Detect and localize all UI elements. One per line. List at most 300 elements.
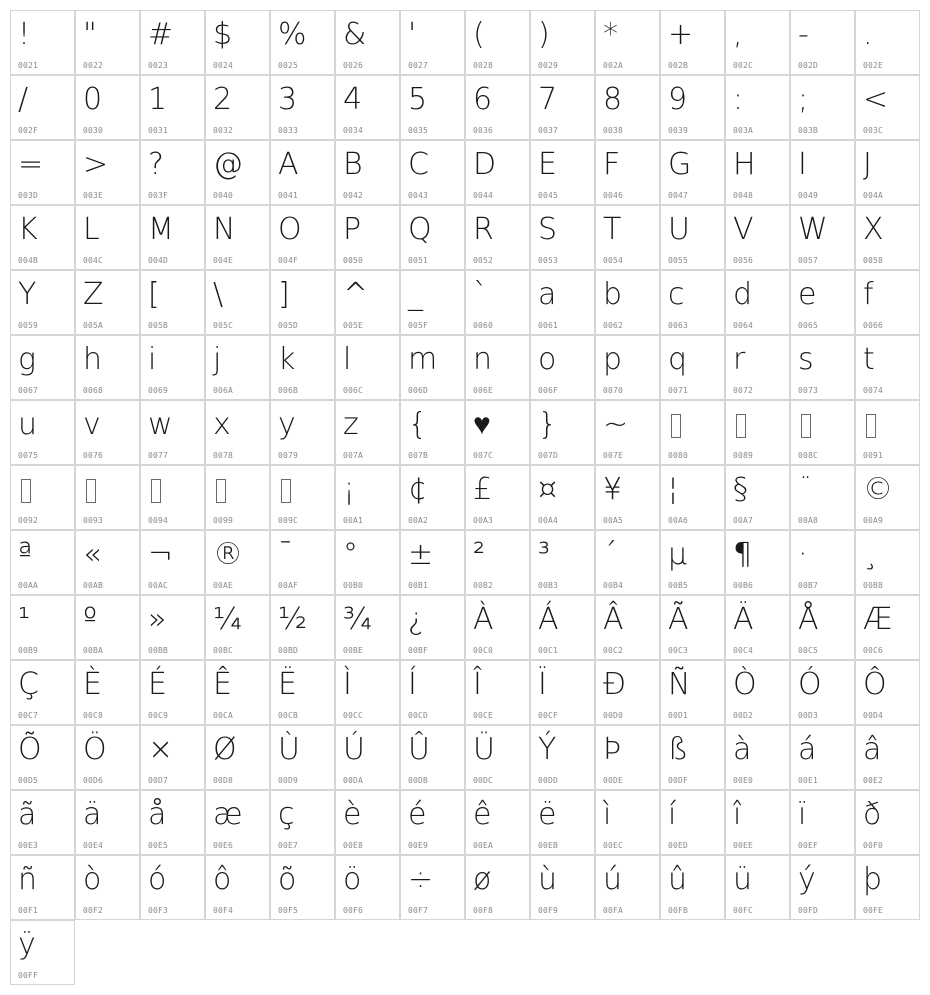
glyph-cell [205,75,270,140]
glyph-char: ( [473,17,484,52]
glyph-char: < [863,82,888,117]
glyph-cell [465,725,530,790]
glyph-char: A [278,147,298,182]
glyph-codepoint: 0039 [668,126,689,135]
glyph-cell [400,335,465,400]
glyph-cell [465,855,530,920]
glyph-cell [140,660,205,725]
glyph-cell [205,270,270,335]
glyph-cell [75,75,140,140]
glyph-char: û [668,862,687,897]
glyph-char: þ [863,862,882,897]
glyph-cell [595,595,660,660]
glyph-codepoint: 0037 [538,126,559,135]
glyph-cell [400,205,465,270]
glyph-char: · [798,537,807,572]
glyph-codepoint: 0030 [83,126,104,135]
glyph-char: Ç [18,667,38,702]
glyph-char: Ù [278,732,299,767]
glyph-char: Ú [343,732,364,767]
glyph-cell [205,595,270,660]
glyph-codepoint: 00DB [408,776,429,785]
glyph-codepoint: 00D2 [733,711,754,720]
glyph-codepoint: 00ED [668,841,689,850]
glyph-cell [530,530,595,595]
glyph-char: ) [538,17,549,52]
glyph-cell [140,270,205,335]
glyph-codepoint: 00A1 [343,516,364,525]
glyph-char: Z [83,277,103,312]
glyph-char: 4 [343,82,362,117]
missing-glyph-box [151,479,161,503]
glyph-codepoint: 00B5 [668,581,689,590]
glyph-char: ö [343,862,361,897]
glyph-char: Ã [668,602,688,637]
glyph-codepoint: 007A [343,451,364,460]
glyph-char: e [798,277,816,312]
glyph-cell [465,270,530,335]
glyph-cell [725,530,790,595]
glyph-cell [75,725,140,790]
glyph-char: ¶ [733,537,752,572]
glyph-char: G [668,147,691,182]
glyph-cell [595,660,660,725]
glyph-char: î [733,797,741,832]
glyph-codepoint: 0052 [473,256,494,265]
glyph-char: á [798,732,816,767]
glyph-char: ë [538,797,556,832]
glyph-char: ú [603,862,622,897]
glyph-cell [335,270,400,335]
glyph-cell [790,140,855,205]
glyph-cell [75,10,140,75]
glyph-char: ¬ [148,537,173,572]
glyph-codepoint: 00F3 [148,906,169,915]
glyph-cell [75,465,140,530]
glyph-codepoint: 00FC [733,906,754,915]
glyph-codepoint: 00F6 [343,906,364,915]
glyph-codepoint: 00EA [473,841,494,850]
glyph-codepoint: 003B [798,126,819,135]
glyph-codepoint: 003F [148,191,169,200]
glyph-codepoint: 00E2 [863,776,884,785]
glyph-codepoint: 00BD [278,646,299,655]
glyph-cell [855,335,920,400]
glyph-cell [790,790,855,855]
glyph-codepoint: 0059 [18,321,39,330]
glyph-cell [530,660,595,725]
glyph-cell [595,855,660,920]
glyph-codepoint: 00FD [798,906,819,915]
glyph-codepoint: 00E6 [213,841,234,850]
glyph-char: K [18,212,37,247]
glyph-cell [140,465,205,530]
glyph-cell [10,725,75,790]
glyph-cell [400,140,465,205]
glyph-cell [595,270,660,335]
glyph-codepoint: 0024 [213,61,234,70]
glyph-codepoint: 002F [18,126,39,135]
glyph-codepoint: 00C5 [798,646,819,655]
glyph-cell [335,530,400,595]
glyph-char: ý [798,862,815,897]
glyph-codepoint: 005B [148,321,169,330]
glyph-char: À [473,602,493,637]
glyph-codepoint: 0057 [798,256,819,265]
glyph-cell [75,400,140,465]
glyph-codepoint: 0058 [863,256,884,265]
glyph-cell [205,790,270,855]
glyph-cell [400,595,465,660]
glyph-cell [335,335,400,400]
glyph-char: _ [408,277,422,312]
glyph-codepoint: 00B3 [538,581,559,590]
glyph-codepoint: 0079 [278,451,299,460]
glyph-cell [530,790,595,855]
glyph-codepoint: 00BE [343,646,364,655]
glyph-cell [595,530,660,595]
glyph-codepoint: 00B9 [18,646,39,655]
glyph-char: Ì [343,667,351,702]
glyph-char: ® [213,537,242,572]
glyph-cell [335,790,400,855]
glyph-codepoint: 00A7 [733,516,754,525]
glyph-codepoint: 00D9 [278,776,299,785]
glyph-char: ô [213,862,231,897]
glyph-codepoint: 00D0 [603,711,624,720]
glyph-char: a [538,277,556,312]
glyph-char: ° [343,537,357,572]
glyph-cell [205,725,270,790]
glyph-cell [725,465,790,530]
glyph-char: ü [733,862,752,897]
glyph-cell [75,660,140,725]
glyph-char: õ [278,862,296,897]
glyph-codepoint: 0064 [733,321,754,330]
glyph-char: » [148,602,166,637]
glyph-cell [855,75,920,140]
glyph-codepoint: 0066 [863,321,884,330]
glyph-char: Â [603,602,623,637]
glyph-char: & [343,17,366,52]
glyph-char: b [603,277,622,312]
glyph-char: j [213,342,221,377]
glyph-codepoint: 007E [603,451,624,460]
glyph-codepoint: 00F9 [538,906,559,915]
glyph-codepoint: 00F5 [278,906,299,915]
glyph-codepoint: 007C [473,451,494,460]
glyph-cell [400,660,465,725]
glyph-codepoint: 006D [408,386,429,395]
glyph-cell [790,335,855,400]
glyph-codepoint: 00EB [538,841,559,850]
glyph-codepoint: 00A4 [538,516,559,525]
glyph-cell [595,400,660,465]
glyph-codepoint: 0051 [408,256,429,265]
glyph-codepoint: 003E [83,191,104,200]
glyph-codepoint: 0046 [603,191,624,200]
glyph-char: ¨ [798,472,812,507]
glyph-char: ½ [278,602,307,637]
glyph-char: 7 [538,82,557,117]
glyph-codepoint: 00C9 [148,711,169,720]
glyph-cell [270,595,335,660]
glyph-char: S [538,212,557,247]
glyph-char: H [733,147,755,182]
glyph-codepoint: 009C [278,516,299,525]
glyph-char: ¼ [213,602,242,637]
glyph-cell [400,10,465,75]
missing-glyph-box [281,479,291,503]
glyph-codepoint: 00B6 [733,581,754,590]
glyph-codepoint: 00FF [18,971,39,980]
glyph-cell [530,725,595,790]
glyph-cell [660,465,725,530]
glyph-cell [140,335,205,400]
glyph-cell [270,725,335,790]
missing-glyph-box [866,414,876,438]
glyph-char: 3 [278,82,297,117]
glyph-char: B [343,147,362,182]
glyph-cell [10,400,75,465]
glyph-codepoint: 0050 [343,256,364,265]
glyph-cell [140,530,205,595]
glyph-cell [335,140,400,205]
glyph-codepoint: 007D [538,451,559,460]
glyph-cell [335,75,400,140]
glyph-codepoint: 00DF [668,776,689,785]
glyph-char: Þ [603,732,621,767]
glyph-codepoint: 00D1 [668,711,689,720]
glyph-cell [790,270,855,335]
glyph-cell [790,530,855,595]
glyph-cell [140,725,205,790]
glyph-cell [855,140,920,205]
glyph-char: O [278,212,301,247]
glyph-cell [335,10,400,75]
glyph-char: ; [798,82,808,117]
glyph-codepoint: 00AB [83,581,104,590]
glyph-codepoint: 00C1 [538,646,559,655]
glyph-cell [75,270,140,335]
glyph-cell [270,205,335,270]
glyph-cell [725,855,790,920]
glyph-cell [465,140,530,205]
glyph-cell [270,10,335,75]
glyph-codepoint: 00AF [278,581,299,590]
glyph-cell [855,790,920,855]
glyph-codepoint: 0022 [83,61,104,70]
glyph-codepoint: 005A [83,321,104,330]
glyph-char: 8 [603,82,622,117]
glyph-cell [725,725,790,790]
glyph-codepoint: 0036 [473,126,494,135]
glyph-char: J [863,147,871,182]
glyph-codepoint: 0041 [278,191,299,200]
glyph-cell [400,270,465,335]
glyph-char: ç [278,797,294,832]
glyph-cell [725,270,790,335]
glyph-char: ^ [343,277,368,312]
glyph-char: x [213,407,230,442]
glyph-codepoint: 00A9 [863,516,884,525]
glyph-cell [10,530,75,595]
glyph-codepoint: 0093 [83,516,104,525]
glyph-char: ø [473,862,491,897]
glyph-cell [660,75,725,140]
glyph-codepoint: 00E3 [18,841,39,850]
glyph-char: ¤ [538,472,557,507]
glyph-codepoint: 00D7 [148,776,169,785]
glyph-cell [725,140,790,205]
glyph-cell [140,595,205,660]
glyph-char: Ø [213,732,236,767]
glyph-cell [205,660,270,725]
missing-glyph-box [671,414,681,438]
glyph-codepoint: 0073 [798,386,819,395]
glyph-char: f [863,277,873,312]
glyph-codepoint: 00E5 [148,841,169,850]
glyph-codepoint: 0072 [733,386,754,395]
glyph-cell [140,790,205,855]
glyph-codepoint: 00FB [668,906,689,915]
glyph-codepoint: 0080 [668,451,689,460]
glyph-char: + [668,17,693,52]
glyph-codepoint: 00CC [343,711,364,720]
glyph-codepoint: 002B [668,61,689,70]
glyph-codepoint: 0061 [538,321,559,330]
glyph-cell [465,595,530,660]
glyph-codepoint: 007B [408,451,429,460]
glyph-cell [75,140,140,205]
glyph-char: Û [408,732,429,767]
glyph-char: # [148,17,173,52]
glyph-char: ♥ [473,407,490,442]
glyph-char: { [408,407,427,442]
glyph-char: ] [278,277,289,312]
glyph-cell [725,75,790,140]
glyph-char: R [473,212,493,247]
glyph-codepoint: 00F1 [18,906,39,915]
glyph-codepoint: 0091 [863,451,884,460]
glyph-char: - [798,17,808,52]
glyph-cell [530,595,595,660]
glyph-char: 6 [473,82,492,117]
glyph-codepoint: 004F [278,256,299,265]
glyph-cell [530,140,595,205]
glyph-char: Ê [213,667,231,702]
glyph-char: é [408,797,426,832]
glyph-char: ¥ [603,472,622,507]
glyph-codepoint: 0054 [603,256,624,265]
glyph-char: ´ [603,537,617,572]
glyph-codepoint: 00FE [863,906,884,915]
glyph-cell [790,855,855,920]
glyph-cell [660,790,725,855]
glyph-cell [725,660,790,725]
glyph-codepoint: 00D3 [798,711,819,720]
glyph-codepoint: 0071 [668,386,689,395]
glyph-codepoint: 00B8 [863,581,884,590]
glyph-cell [855,530,920,595]
glyph-codepoint: 0047 [668,191,689,200]
glyph-char: ² [473,537,485,572]
glyph-cell [855,270,920,335]
glyph-char: / [18,82,28,117]
glyph-codepoint: 00FA [603,906,624,915]
glyph-char: V [733,212,753,247]
glyph-cell [660,725,725,790]
glyph-cell [660,140,725,205]
glyph-cell [10,140,75,205]
glyph-codepoint: 00E9 [408,841,429,850]
glyph-char: " [83,17,96,52]
glyph-char: * [603,17,617,52]
glyph-codepoint: 0063 [668,321,689,330]
glyph-codepoint: 00C3 [668,646,689,655]
glyph-codepoint: 0049 [798,191,819,200]
glyph-codepoint: 0028 [473,61,494,70]
glyph-char: à [733,732,751,767]
glyph-codepoint: 004C [83,256,104,265]
glyph-cell [75,595,140,660]
glyph-char: 1 [148,82,167,117]
glyph-char: n [473,342,492,377]
glyph-cell [465,660,530,725]
glyph-codepoint: 0033 [278,126,299,135]
glyph-char: å [148,797,166,832]
glyph-char: [ [148,277,159,312]
glyph-char: Ò [733,667,756,702]
glyph-char: 0 [83,82,102,117]
glyph-codepoint: 006E [473,386,494,395]
glyph-codepoint: 00D8 [213,776,234,785]
glyph-codepoint: 00A8 [798,516,819,525]
glyph-codepoint: 00CE [473,711,494,720]
glyph-cell [270,855,335,920]
glyph-cell [10,595,75,660]
glyph-char: ¾ [343,602,372,637]
glyph-cell [530,75,595,140]
glyph-codepoint: 00AA [18,581,39,590]
glyph-codepoint: 00C4 [733,646,754,655]
glyph-cell [140,75,205,140]
glyph-cell [10,10,75,75]
glyph-char: æ [213,797,242,832]
glyph-char: Ý [538,732,556,767]
glyph-cell [400,75,465,140]
glyph-char: Y [18,277,36,312]
glyph-cell [140,10,205,75]
glyph-char: g [18,342,36,377]
glyph-codepoint: 0074 [863,386,884,395]
glyph-cell [75,790,140,855]
glyph-char: s [798,342,813,377]
glyph-char: X [863,212,883,247]
glyph-codepoint: 003C [863,126,884,135]
glyph-char: 9 [668,82,687,117]
glyph-char: W [798,212,827,247]
glyph-codepoint: 0094 [148,516,169,525]
glyph-cell [465,75,530,140]
glyph-codepoint: 0060 [473,321,494,330]
glyph-cell [595,465,660,530]
glyph-codepoint: 00E8 [343,841,364,850]
glyph-char: ã [18,797,36,832]
glyph-codepoint: 00EF [798,841,819,850]
glyph-char: : [733,82,743,117]
glyph-codepoint: 00E4 [83,841,104,850]
